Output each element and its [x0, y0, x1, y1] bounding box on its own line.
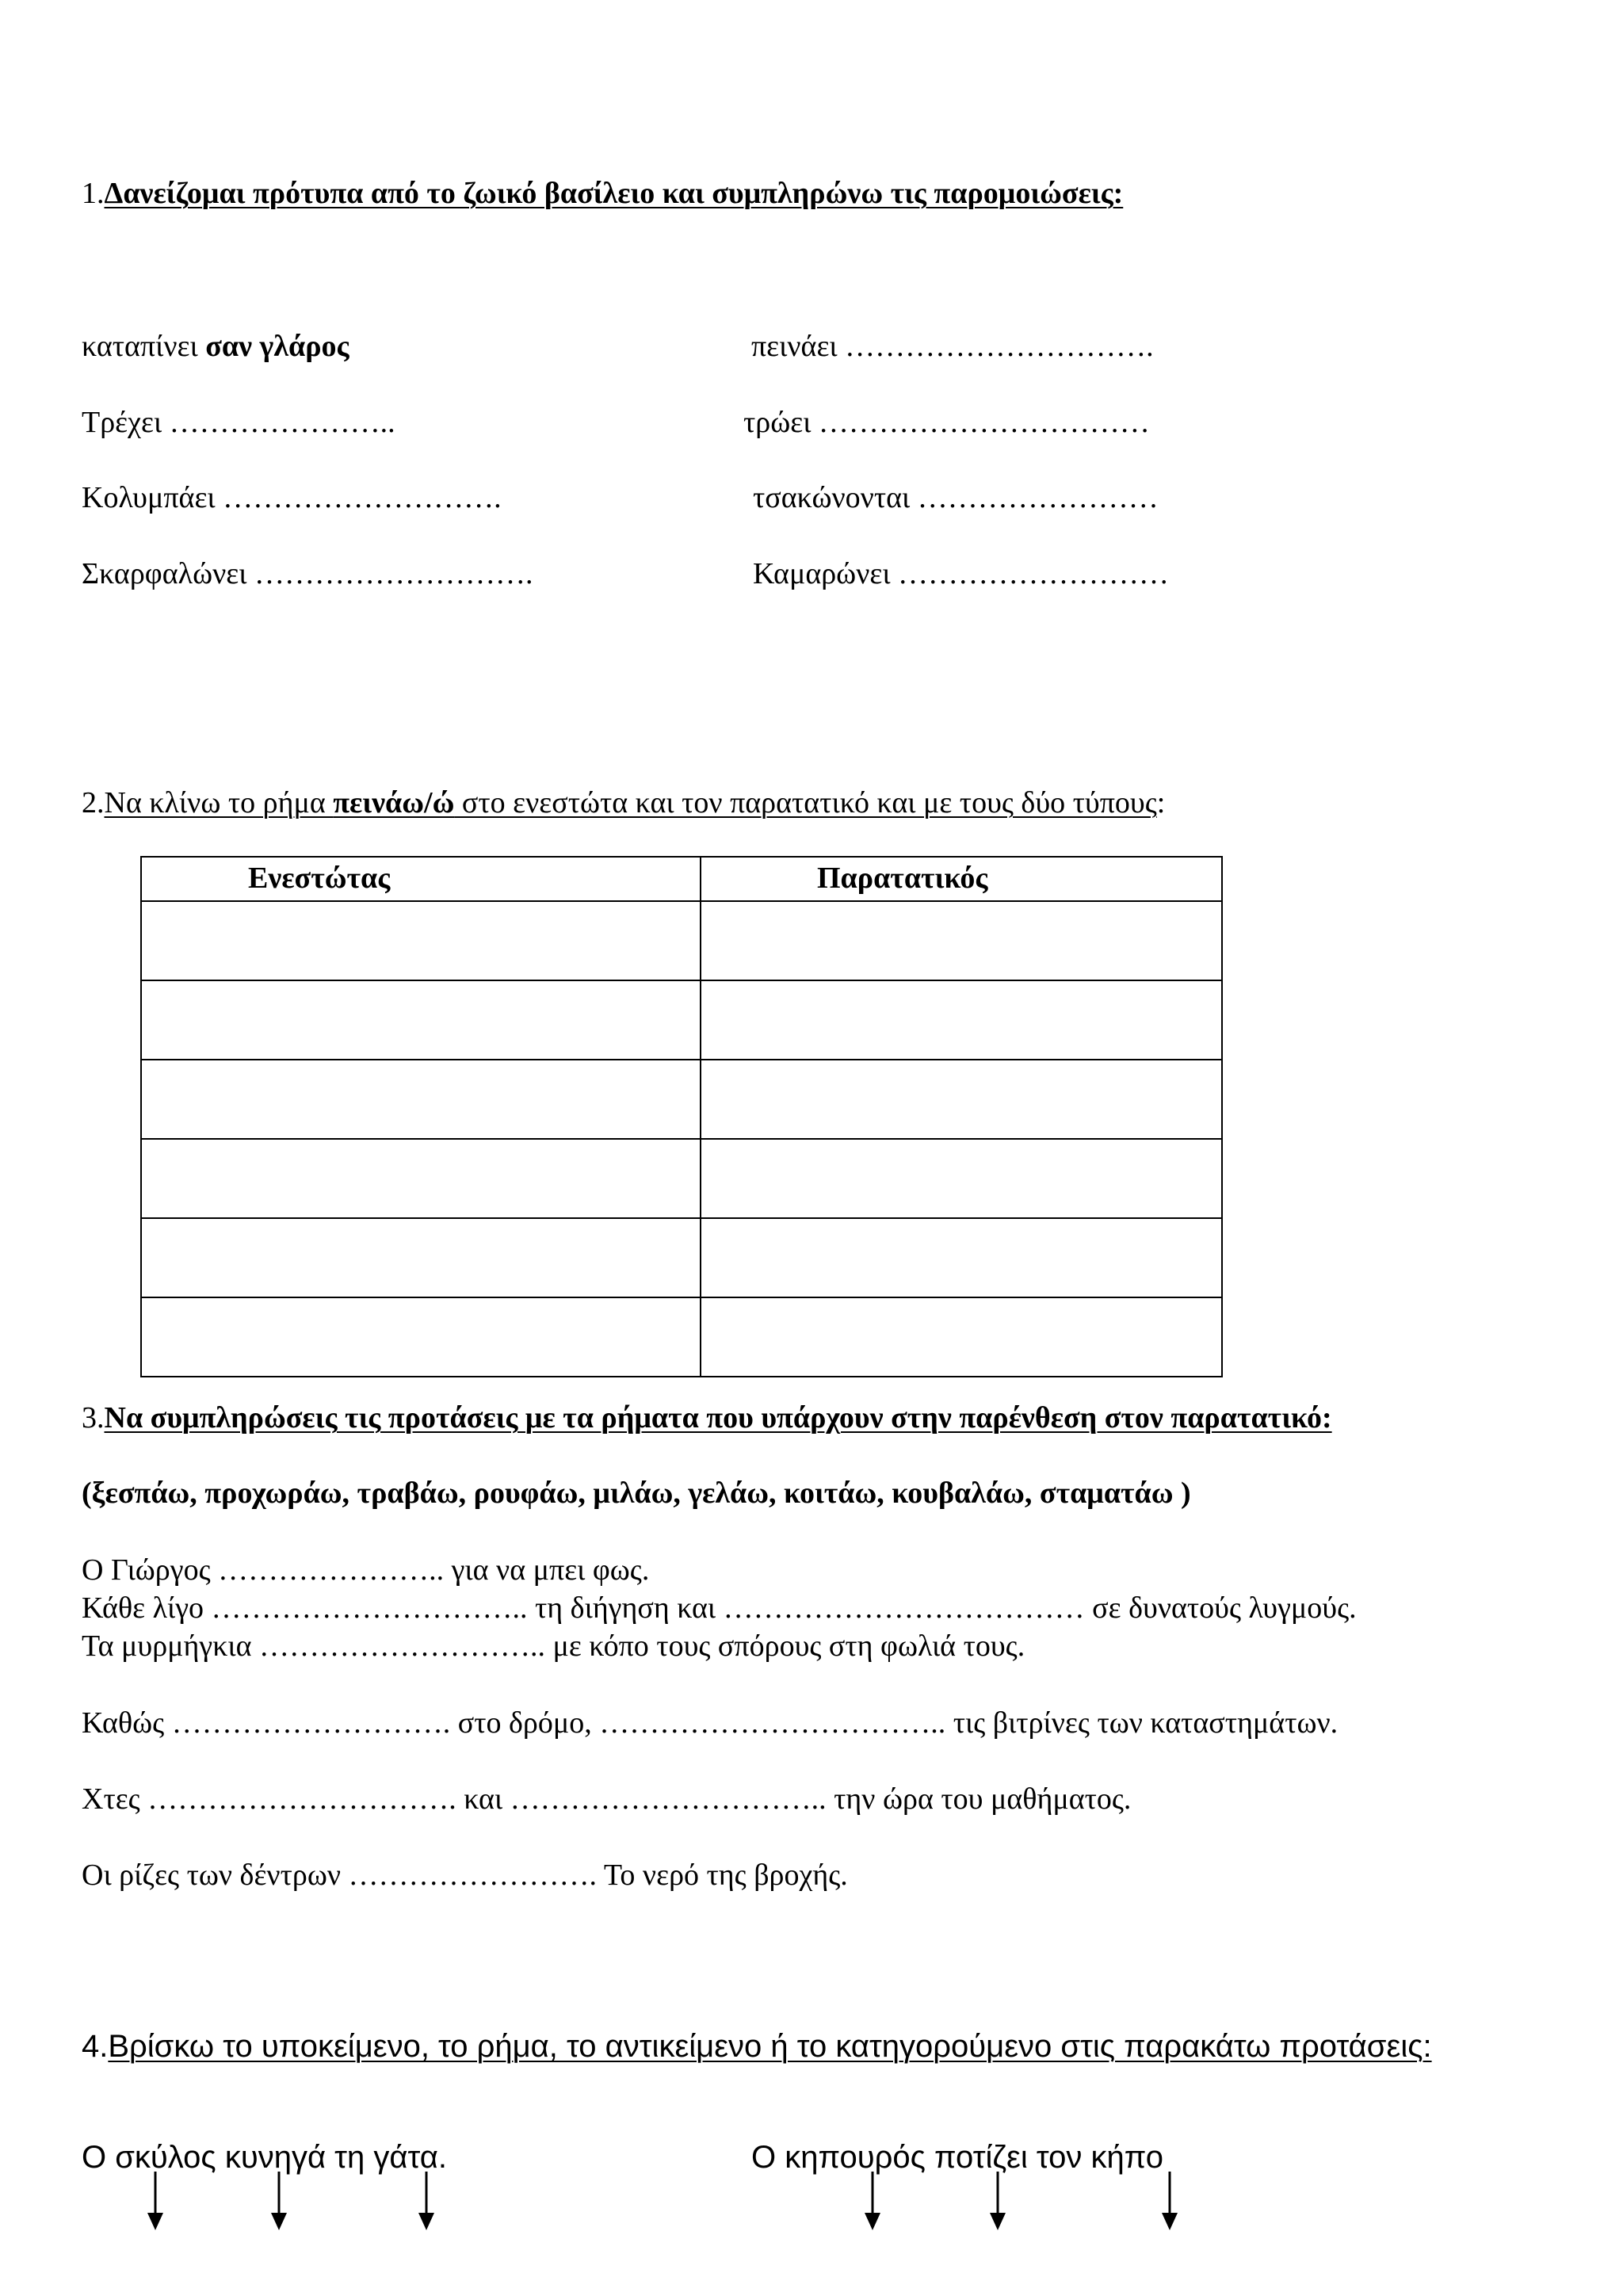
table-row [141, 1297, 1222, 1377]
down-arrow-icon [990, 2172, 1006, 2230]
arrows-group [0, 2156, 1623, 2290]
table-row [141, 1218, 1222, 1297]
simile-item: Κολυμπάει ………………………. [82, 481, 502, 514]
exercise-3-heading [82, 1403, 1332, 1433]
table-cell[interactable] [701, 901, 1222, 980]
table-row [141, 1139, 1222, 1218]
table-row [141, 980, 1222, 1060]
table-row [141, 901, 1222, 980]
simile-item: Σκαρφαλώνει ………………………. [82, 557, 533, 590]
table-cell[interactable] [141, 1139, 701, 1218]
exercise-4-number: 4. [82, 2029, 109, 2064]
down-arrow-icon [147, 2172, 163, 2230]
simile-item: τσακώνονται …………………… [753, 481, 1159, 514]
exercise-1-heading [82, 178, 1123, 208]
simile-item: πεινάει …………………………. [751, 330, 1154, 363]
header-present-tense: Ενεστώτας [141, 857, 701, 901]
simile-item: τρώει …………………………… [743, 406, 1150, 439]
simile-item: Τρέχει ………………….. [82, 406, 395, 439]
table-cell[interactable] [701, 1060, 1222, 1139]
table-cell[interactable] [701, 980, 1222, 1060]
exercise-4-title: Βρίσκω το υποκείμενο, το ρήμα, το αντικείμενο ή το κατηγορούμενο στις παρακάτω προτάσεις: [108, 2029, 1432, 2064]
sentence: Κάθε λίγο ………………………….. τη διήγηση και ……………………………… σε δυνατούς λυγμούς. [82, 1591, 1357, 1625]
sentence: Ο Γιώργος ………………….. για να μπει φως. [82, 1553, 650, 1587]
exercise-3-title: Να συμπληρώσεις τις προτάσεις με τα ρήματα που υπάρχουν στην παρένθεση στον παρατατικό: [104, 1401, 1332, 1435]
exercise-2-heading [82, 788, 1165, 818]
exercise-2-number: 2. [82, 786, 105, 819]
simile-example [82, 331, 349, 361]
header-imperfect-tense: Παρατατικός [701, 857, 1222, 901]
exercise-2-colon: : [1156, 786, 1166, 819]
conjugation-table [140, 856, 1223, 1377]
simile-item: Καμαρώνει ……………………… [753, 557, 1170, 590]
exercise-1-number: 1. [82, 177, 105, 210]
exercise-2-title-pre: Να κλίνω το ρήμα [104, 786, 334, 819]
exercise-4-heading [82, 2030, 1432, 2062]
simile-example-verb: καταπίνει [82, 330, 206, 363]
simile-example-answer: σαν γλάρος [205, 330, 349, 363]
sentence: Χτες …………………………. και ………………………….. την ώρα του μαθήματος. [82, 1782, 1132, 1816]
analysis-sentence-right: Ο κηπουρός ποτίζει τον κήπο [751, 2140, 1163, 2175]
exercise-1-title: Δανείζομαι πρότυπα από το ζωικό βασίλειο και συμπληρώνω τις παρομοιώσεις: [104, 177, 1124, 210]
exercise-2-verb: πεινάω/ώ [333, 786, 455, 819]
sentence: Οι ρίζες των δέντρων ……………………. Το νερό της βροχής. [82, 1859, 848, 1892]
down-arrow-icon [1162, 2172, 1178, 2230]
down-arrow-icon [865, 2172, 880, 2230]
table-cell[interactable] [141, 1060, 701, 1139]
exercise-2-title-post: στο ενεστώτα και τον παρατατικό και με τους δύο τύπους [454, 786, 1157, 819]
sentence: Καθώς ………………………. στο δρόμο, …………………………….. τις βιτρίνες των καταστημάτων. [82, 1706, 1338, 1740]
exercise-2-title [105, 786, 1157, 819]
table-cell[interactable] [701, 1139, 1222, 1218]
table-cell[interactable] [141, 1297, 701, 1377]
table-row [141, 1060, 1222, 1139]
table-cell[interactable] [701, 1218, 1222, 1297]
table-cell[interactable] [141, 980, 701, 1060]
verb-list: (ξεσπάω, προχωράω, τραβάω, ρουφάω, μιλάω, γελάω, κοιτάω, κουβαλάω, σταματάω ) [82, 1477, 1191, 1510]
table-header-row [141, 857, 1222, 901]
table-cell[interactable] [141, 901, 701, 980]
analysis-sentence-left: Ο σκύλος κυνηγά τη γάτα. [82, 2140, 447, 2175]
down-arrow-icon [418, 2172, 434, 2230]
exercise-3-number: 3. [82, 1401, 105, 1435]
down-arrow-icon [271, 2172, 287, 2230]
sentence: Τα μυρμήγκια ……………………….. με κόπο τους σπόρους στη φωλιά τους. [82, 1629, 1025, 1663]
table-cell[interactable] [701, 1297, 1222, 1377]
table-cell[interactable] [141, 1218, 701, 1297]
